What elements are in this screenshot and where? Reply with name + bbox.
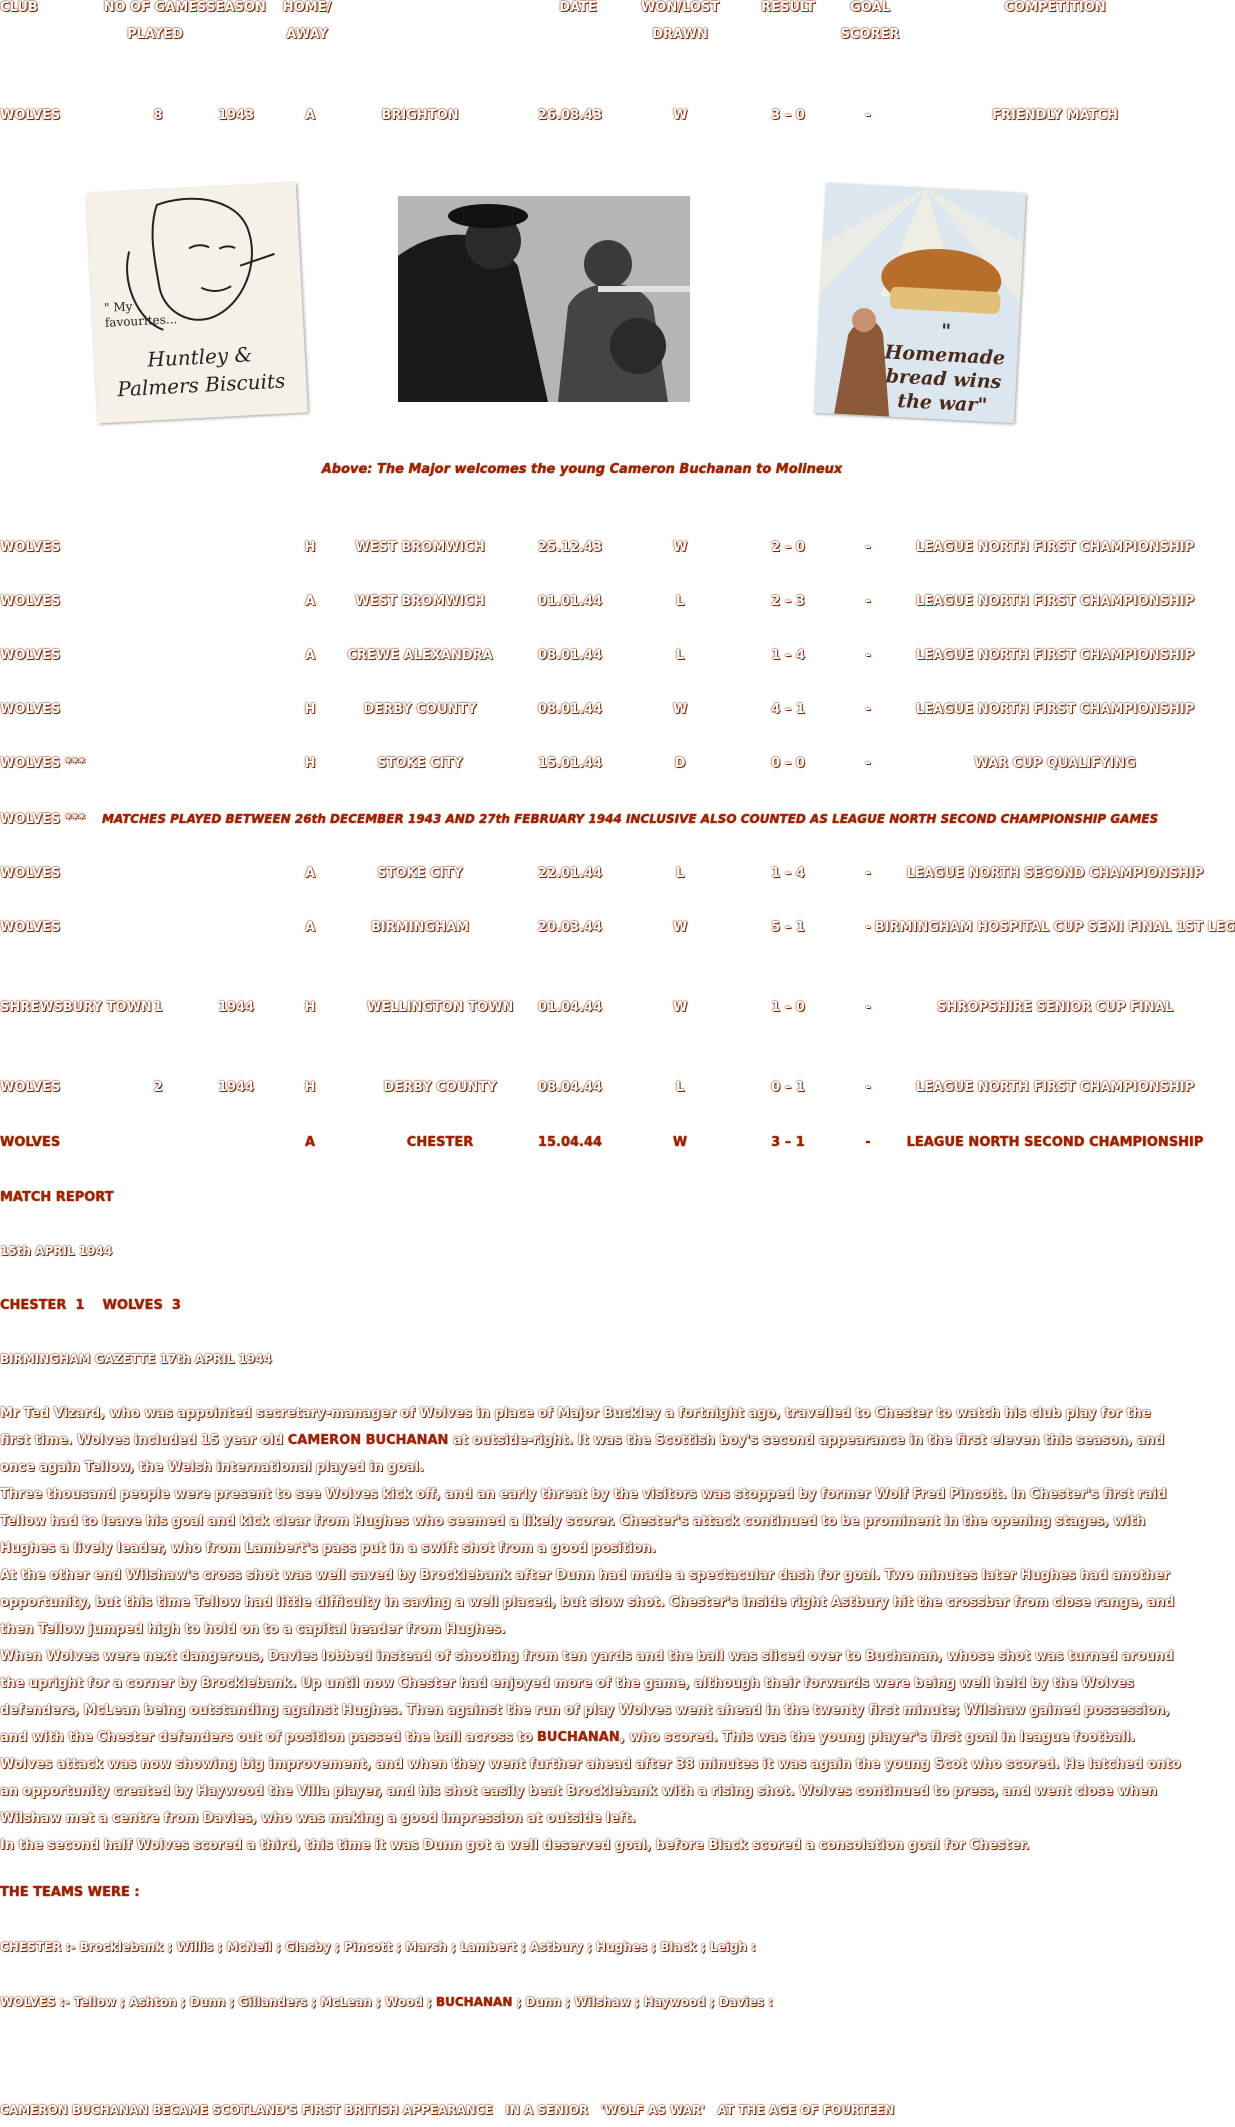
col-games-header-2: PLAYED	[127, 27, 183, 42]
scorer-cell: -	[865, 866, 871, 881]
teams-heading: THE TEAMS WERE :	[0, 1885, 140, 1900]
opponent-cell: WEST BROMWICH	[355, 594, 485, 609]
note-club: WOLVES ***	[0, 812, 86, 827]
homeaway-cell: A	[304, 648, 316, 663]
col-season-header: SEASON	[206, 0, 266, 15]
opponent-cell: WEST BROMWICH	[355, 540, 485, 555]
col-wld-header-2: DRAWN	[652, 27, 708, 42]
wld-cell: L	[675, 648, 685, 663]
wld-cell: W	[672, 702, 688, 717]
competition-cell: LEAGUE NORTH FIRST CHAMPIONSHIP	[915, 1080, 1195, 1095]
club-cell: WOLVES	[0, 702, 61, 717]
figure-caption: Above: The Major welcomes the young Cameron Buchanan to Molineux	[321, 462, 843, 477]
competition-cell: BIRMINGHAM HOSPITAL CUP SEMI FINAL 1ST LEG	[874, 920, 1235, 935]
result-cell: 5 – 1	[771, 920, 805, 935]
col-scorer-header: GOAL	[850, 0, 890, 15]
scorer-cell: -	[865, 540, 871, 555]
result-cell: 3 – 0	[771, 108, 805, 123]
col-competition-header: COMPETITION	[1004, 0, 1106, 15]
scorer-cell: -	[865, 1135, 871, 1150]
result-cell: 2 – 0	[771, 540, 805, 555]
scorer-cell: -	[865, 920, 871, 935]
wld-cell: W	[672, 1135, 688, 1150]
scorer-cell: -	[865, 1000, 871, 1015]
club-cell: WOLVES ***	[0, 756, 86, 771]
wld-cell: W	[672, 540, 688, 555]
date-cell: 15.01.44	[537, 756, 603, 771]
report-score	[0, 1298, 181, 1313]
date-cell: 08.04.44	[537, 1080, 603, 1095]
games-cell: 8	[153, 108, 163, 123]
para-text: Mr Ted Vizard, who was appointed secretary-manager of Wolves in place of Major Buckley a fortnight ago, travelled to Chester to watch his club play for the first time. Wolves included 15 year old	[0, 1406, 1151, 1448]
date-cell: 26.08.43	[537, 108, 603, 123]
biscuit-brand: Huntley & Palmers Biscuits	[116, 342, 286, 402]
team-text: WOLVES :- Tellow ; Ashton ; Dunn ; Gillanders ; McLean ; Wood ;	[0, 1995, 436, 2009]
bread-slogan: " Homemade bread wins the war"	[883, 320, 1006, 417]
date-cell: 01.01.44	[537, 594, 603, 609]
welcome-photo	[398, 196, 690, 402]
club-cell: WOLVES	[0, 1135, 61, 1150]
homeaway-cell: A	[304, 866, 316, 881]
homeaway-cell: A	[304, 108, 316, 123]
footer-note	[0, 2103, 894, 2117]
para-text: , who scored. This was the young player's first goal in league football. Wolves attack was now showing big improvement, and when they went further ahead after 38 minutes it was again the young Scot who scored. He latched onto an opportunity created by Haywood the Villa player, and his shot easily beat Brocklebank with a rising shot. Wolves continued to press, and went close when Wilshaw met a centre from Davies, who was making a good impression at outside left.	[0, 1730, 1181, 1826]
competition-cell: LEAGUE NORTH SECOND CHAMPIONSHIP	[906, 866, 1204, 881]
wld-cell: W	[672, 920, 688, 935]
report-paragraph	[0, 1643, 1185, 1832]
report-paragraph: In the second half Wolves scored a third, this time it was Dunn got a well deserved goal, before Black scored a consolation goal for Chester.	[0, 1838, 1030, 1853]
wld-cell: L	[675, 1080, 685, 1095]
footer-text: CAMERON BUCHANAN BECAME SCOTLAND'S FIRST BRITISH APPEARANCE IN A SENIOR 'WOLF AS WAR' AT THE AGE OF FOURTEEN	[0, 2103, 895, 2117]
bread-poster-image	[814, 183, 1026, 423]
col-homeaway-header-2: AWAY	[286, 27, 328, 42]
club-cell: WOLVES	[0, 594, 61, 609]
competition-cell: LEAGUE NORTH FIRST CHAMPIONSHIP	[915, 648, 1195, 663]
homeaway-cell: H	[304, 1000, 316, 1015]
opponent-cell: STOKE CITY	[377, 756, 463, 771]
homeaway-cell: H	[304, 702, 316, 717]
col-club-header: CLUB	[0, 0, 38, 15]
season-cell: 1944	[217, 1000, 255, 1015]
opponent-cell: BIRMINGHAM	[371, 920, 469, 935]
wld-cell: W	[672, 108, 688, 123]
wld-cell: D	[674, 756, 686, 771]
result-cell: 0 – 1	[771, 1080, 805, 1095]
biscuit-advert-image	[86, 183, 308, 424]
date-cell: 08.01.44	[537, 702, 603, 717]
club-cell: WOLVES	[0, 108, 61, 123]
col-homeaway-header: HOME/	[282, 0, 332, 15]
games-cell: 2	[153, 1080, 163, 1095]
competition-cell: FRIENDLY MATCH	[992, 108, 1118, 123]
player-highlight: BUCHANAN	[536, 1730, 620, 1745]
scorer-cell: -	[865, 594, 871, 609]
homeaway-cell: A	[304, 920, 316, 935]
date-cell: 22.01.44	[537, 866, 603, 881]
opponent-cell: CHESTER	[406, 1135, 474, 1150]
report-paragraph: Three thousand people were present to see Wolves kick off, and an early threat by the visitors was stopped by former Wolf Fred Pincott. In Chester's first raid Tellow had to leave his goal and kick clear from Hughes who seemed a likely scorer. Chester's attack continued to be prominent in the opening stages, with Hughes a lively leader, who from Lambert's pass put in a swift shot from a good position.	[0, 1487, 1167, 1556]
club-cell: WOLVES	[0, 1080, 61, 1095]
score-line: CHESTER 1 WOLVES 3	[0, 1298, 181, 1313]
competition-cell: SHROPSHIRE SENIOR CUP FINAL	[937, 1000, 1173, 1015]
opponent-cell: WELLINGTON TOWN	[366, 1000, 514, 1015]
scorer-cell: -	[865, 1080, 871, 1095]
biscuit-tagline: " My favourites...	[103, 299, 178, 330]
season-cell: 1943	[217, 108, 255, 123]
col-games-header: NO OF GAMES	[103, 0, 207, 15]
result-cell: 1 – 4	[771, 648, 805, 663]
result-cell: 0 – 0	[771, 756, 805, 771]
season-cell: 1944	[217, 1080, 255, 1095]
para-text: at outside-right. It was the Scottish boy's second appearance in the first eleven this season, and once again Tellow, the Welsh international played in goal.	[0, 1433, 1165, 1475]
wld-cell: L	[675, 866, 685, 881]
homeaway-cell: H	[304, 756, 316, 771]
result-cell: 3 – 1	[771, 1135, 805, 1150]
homeaway-cell: H	[304, 540, 316, 555]
player-highlight: CAMERON BUCHANAN	[287, 1433, 449, 1448]
player-highlight: BUCHANAN	[435, 1995, 513, 2009]
competition-cell: LEAGUE NORTH FIRST CHAMPIONSHIP	[915, 702, 1195, 717]
date-cell: 08.01.44	[537, 648, 603, 663]
team-text: ; Dunn ; Wilshaw ; Haywood ; Davies :	[512, 1995, 773, 2009]
wld-cell: L	[675, 594, 685, 609]
wolves-team	[0, 1995, 773, 2009]
result-cell: 2 – 3	[771, 594, 805, 609]
scorer-cell: -	[865, 702, 871, 717]
scorer-cell: -	[865, 648, 871, 663]
club-cell: WOLVES	[0, 920, 61, 935]
chester-team: CHESTER :- Brocklebank ; Willis ; McNeil ; Glasby ; Pincott ; Marsh ; Lambert ; Astbury ; Hughes ; Black ; Leigh :	[0, 1940, 756, 1954]
report-paragraph: At the other end Wilshaw's cross shot was well saved by Brocklebank after Dunn had made a spectacular dash for goal. Two minutes later Hughes had another opportunity, but this time Tellow had little difficulty in saving a well placed, but slow shot. Chester's inside right Astbury hit the crossbar from close range, and then Tellow jumped high to hold on to a capital header from Hughes.	[0, 1568, 1175, 1637]
scorer-cell: -	[865, 108, 871, 123]
games-cell: 1	[153, 1000, 163, 1015]
club-cell: WOLVES	[0, 648, 61, 663]
opponent-cell: DERBY COUNTY	[363, 702, 477, 717]
handshake-photo-icon	[398, 196, 690, 402]
homeaway-cell: H	[304, 1080, 316, 1095]
scorer-cell: -	[865, 756, 871, 771]
report-source: BIRMINGHAM GAZETTE 17th APRIL 1944	[0, 1352, 272, 1366]
club-cell: WOLVES	[0, 866, 61, 881]
date-cell: 15.04.44	[537, 1135, 603, 1150]
opponent-cell: STOKE CITY	[377, 866, 463, 881]
report-heading: MATCH REPORT	[0, 1190, 114, 1205]
date-cell: 20.03.44	[537, 920, 603, 935]
date-cell: 25.12.43	[537, 540, 603, 555]
col-scorer-header-2: SCORER	[840, 27, 900, 42]
competition-cell: LEAGUE NORTH FIRST CHAMPIONSHIP	[915, 594, 1195, 609]
result-cell: 4 – 1	[771, 702, 805, 717]
result-cell: 1 – 4	[771, 866, 805, 881]
opponent-cell: CREWE ALEXANDRA	[347, 648, 493, 663]
col-date-header: DATE	[559, 0, 597, 15]
report-paragraph	[0, 1400, 1185, 1481]
homeaway-cell: A	[304, 594, 316, 609]
wld-cell: W	[672, 1000, 688, 1015]
homeaway-cell: A	[304, 1135, 316, 1150]
col-wld-header: WON/LOST	[640, 0, 720, 15]
opponent-cell: BRIGHTON	[381, 108, 459, 123]
opponent-cell: DERBY COUNTY	[383, 1080, 497, 1095]
result-cell: 1 – 0	[771, 1000, 805, 1015]
para-text: When Wolves were next dangerous, Davies lobbed instead of shooting from ten yards and the ball was sliced over to Buchanan, whose shot was turned around the upright for a corner by Brocklebank. Up until now Chester had enjoyed more of the game, although their forwards were being well held by the Wolves defenders, McLean being outstanding against Hughes. Then against the run of play Wolves went ahead in the twenty first minute; Wilshaw gained possession, and with the Chester defenders out of position passed the ball across to	[0, 1649, 1174, 1745]
competition-cell: WAR CUP QUALIFYING	[974, 756, 1136, 771]
club-cell: SHREWSBURY TOWN	[0, 1000, 152, 1015]
competition-cell: LEAGUE NORTH FIRST CHAMPIONSHIP	[915, 540, 1195, 555]
club-cell: WOLVES	[0, 540, 61, 555]
note-text: MATCHES PLAYED BETWEEN 26th DECEMBER 1943 AND 27th FEBRUARY 1944 INCLUSIVE ALSO COUNTED AS LEAGUE NORTH SECOND CHAMPIONSHIP GAMES	[102, 812, 1159, 826]
date-cell: 01.04.44	[537, 1000, 603, 1015]
col-result-header: RESULT	[761, 0, 815, 15]
competition-cell: LEAGUE NORTH SECOND CHAMPIONSHIP	[906, 1135, 1204, 1150]
report-date: 15th APRIL 1944	[0, 1244, 113, 1258]
